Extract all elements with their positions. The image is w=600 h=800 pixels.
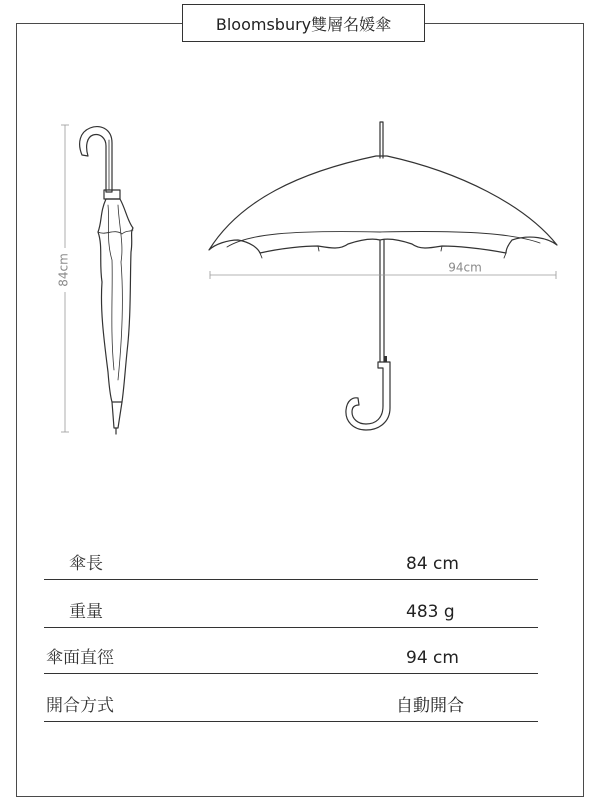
spec-value: 483 g (406, 602, 455, 622)
spec-label: 傘長 (69, 554, 103, 574)
spec-value: 84 cm (406, 554, 459, 574)
spec-row-opening (0, 678, 600, 722)
divider (44, 673, 538, 674)
product-title: Bloomsbury雙層名媛傘 (215, 14, 392, 34)
width-dimension-label: 94cm (448, 260, 482, 275)
spec-label: 傘面直徑 (46, 648, 114, 668)
divider (44, 721, 538, 722)
open-umbrella-drawing (209, 122, 557, 430)
spec-label: 重量 (69, 602, 103, 622)
spec-row-diameter (0, 630, 600, 674)
closed-umbrella-drawing (80, 127, 133, 434)
length-dimension-line (57, 125, 74, 432)
spec-value: 自動開合 (396, 696, 464, 716)
spec-label: 開合方式 (46, 696, 114, 716)
length-dimension-label: 84cm (56, 253, 71, 287)
spec-value: 94 cm (406, 648, 459, 668)
spec-row-length (0, 536, 600, 580)
width-dimension-line (210, 261, 556, 280)
divider (44, 579, 538, 580)
divider (44, 627, 538, 628)
spec-row-weight (0, 584, 600, 628)
